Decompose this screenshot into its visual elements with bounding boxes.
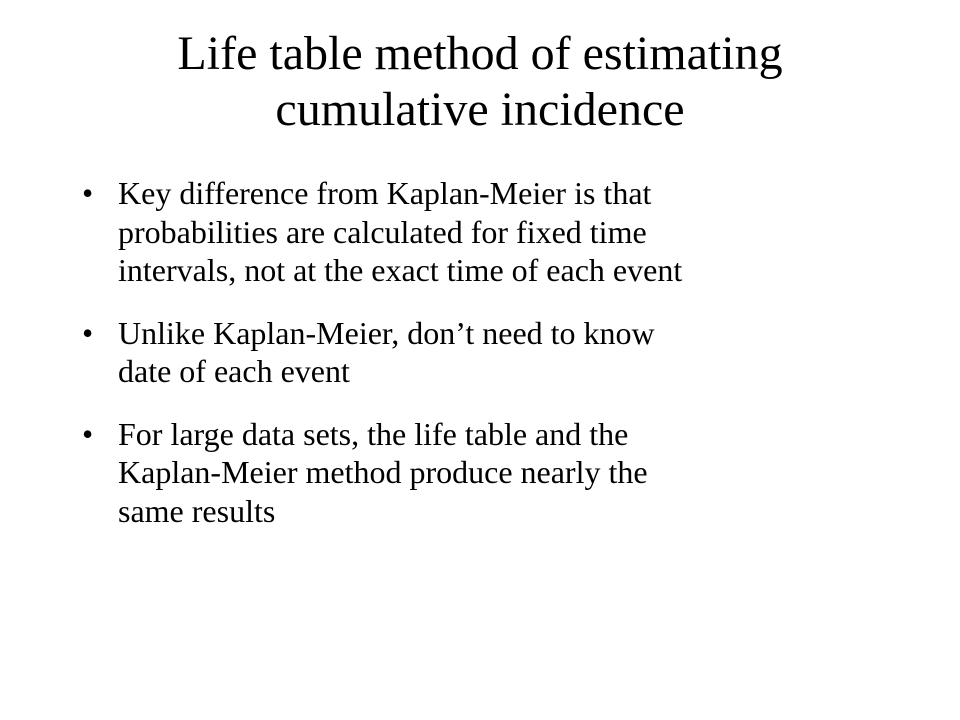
bullet-list: [78, 174, 878, 554]
bullet-text-line: Unlike Kaplan-Meier, don’t need to know: [118, 314, 655, 351]
bullet-dot-icon: •: [82, 415, 94, 452]
bullet-text-line: date of each event: [118, 353, 350, 389]
bullet-text-line: Kaplan-Meier method produce nearly the: [118, 454, 648, 490]
bullet-item: [78, 174, 878, 290]
bullet-text-line: intervals, not at the exact time of each event: [118, 252, 683, 288]
bullet-dot-icon: •: [82, 175, 94, 211]
bullet-text-line: same results: [118, 492, 276, 529]
bullet-text-line: Key difference from Kaplan-Meier is that: [118, 175, 652, 211]
bullet-item: [78, 415, 878, 531]
bullet-dot-icon: •: [82, 314, 94, 351]
bullet-text-line: probabilities are calculated for fixed time: [118, 213, 647, 250]
slide-title: [60, 26, 900, 138]
slide-title-line: Life table method of estimating: [177, 27, 783, 80]
bullet-text-line: For large data sets, the life table and the: [118, 415, 629, 452]
bullet-item: [78, 314, 878, 391]
slide-title-line: cumulative incidence: [275, 83, 685, 136]
